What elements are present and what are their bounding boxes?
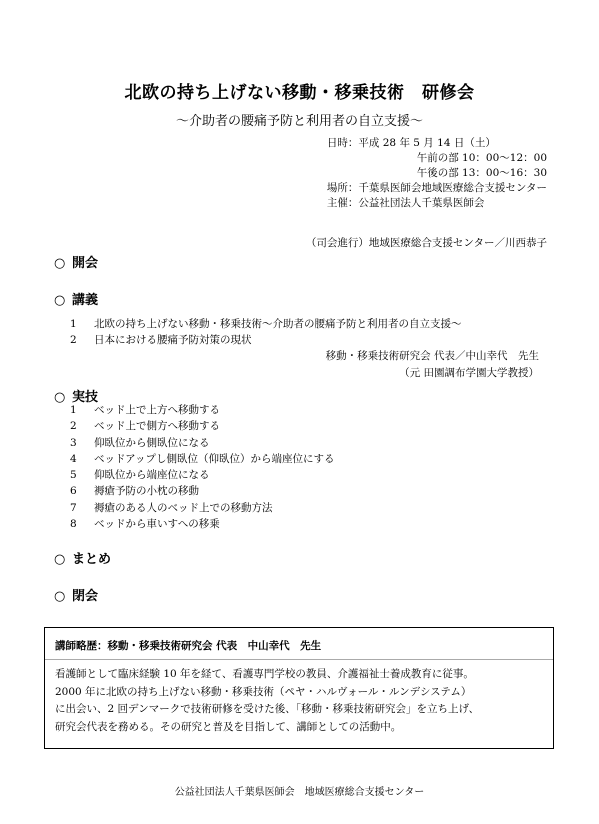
- lecture-list: [70, 316, 462, 349]
- list-item: 2 ベッド上で側方へ移動する: [70, 420, 220, 433]
- circle-bullet-icon: ○: [54, 256, 66, 271]
- event-date: 日時：平成 28 年 5 月 14 日（土）: [326, 137, 496, 149]
- profile-body: [45, 660, 553, 736]
- list-item: 8 ベッドから車いすへの移乗: [70, 518, 220, 531]
- page-footer: 公益社団法人千葉県医師会 地域医療総合支援センター: [174, 787, 425, 798]
- profile-line: 2000 年に北欧の持ち上げない移動・移乗技術（ペヤ・ハルヴォール・ルンデシステム）: [55, 685, 472, 698]
- event-place: 場所：千葉県医師会地域医療総合支援センター: [326, 182, 547, 194]
- lecturer-former-title: （元 田園調布学園大学教授）: [399, 367, 539, 379]
- lecturer-credit: [326, 348, 539, 382]
- circle-bullet-icon: ○: [54, 390, 66, 405]
- circle-bullet-icon: ○: [54, 293, 66, 308]
- circle-bullet-icon: ○: [54, 589, 66, 604]
- practice-list: [70, 402, 334, 532]
- list-item: 1 ベッド上で上方へ移動する: [70, 404, 220, 416]
- list-item: 6 褥瘡予防の小枕の移動: [70, 485, 199, 498]
- event-morning-session: 午前の部 10：00～12：00: [416, 152, 547, 164]
- lecturer-name: 移動・移乗技術研究会 代表／中山幸代 先生: [325, 350, 539, 362]
- profile-heading: 講師略歴：移動・移乗技術研究会 代表 中山幸代 先生: [45, 628, 553, 660]
- list-item: 2 日本における腰痛予防対策の現状: [70, 334, 252, 347]
- lecturer-profile-box: [44, 627, 554, 749]
- section-summary-label: まとめ: [72, 552, 112, 567]
- section-lecture: [54, 289, 98, 308]
- section-practice-label: 実技: [72, 390, 99, 405]
- list-item: 7 褥瘡のある人のベッド上での移動方法: [70, 501, 273, 514]
- section-closing: [54, 585, 98, 604]
- list-item: 4 ベッドアップし側臥位（仰臥位）から端座位にする: [70, 452, 335, 465]
- profile-line: 研究会代表を務める。その研究と普及を目指して、講師としての活動中。: [55, 720, 402, 733]
- list-item: 1 北欧の持ち上げない移動・移乗技術～介助者の腰痛予防と利用者の自立支援～: [70, 318, 462, 330]
- event-host: 主催：公益社団法人千葉県医師会: [326, 197, 485, 209]
- profile-line: に出会い、2 回デンマークで技術研修を受けた後、「移動・移乗技術研究会」を立ち上げ、: [55, 703, 480, 715]
- section-opening-label: 開会: [72, 256, 99, 271]
- section-closing-label: 閉会: [72, 589, 99, 604]
- list-item: 3 仰臥位から側臥位になる: [70, 436, 210, 449]
- page-subtitle: ～介助者の腰痛予防と利用者の自立支援～: [175, 114, 423, 129]
- moderator-line: （司会進行）地域医療総合支援センター／川西恭子: [305, 237, 547, 249]
- profile-line: 看護師として臨床経験 10 年を経て、看護専門学校の教員、介護福祉士養成教育に従事。: [55, 668, 474, 680]
- event-info: [327, 136, 547, 211]
- page-title: 北欧の持ち上げない移動・移乗技術 研修会: [124, 83, 475, 103]
- section-summary: [54, 548, 111, 567]
- list-item: 5 仰臥位から端座位になる: [70, 469, 210, 482]
- section-lecture-label: 講義: [72, 293, 99, 308]
- event-afternoon-session: 午後の部 13：00～16：30: [416, 167, 547, 179]
- section-opening: [54, 252, 98, 271]
- circle-bullet-icon: ○: [54, 552, 66, 567]
